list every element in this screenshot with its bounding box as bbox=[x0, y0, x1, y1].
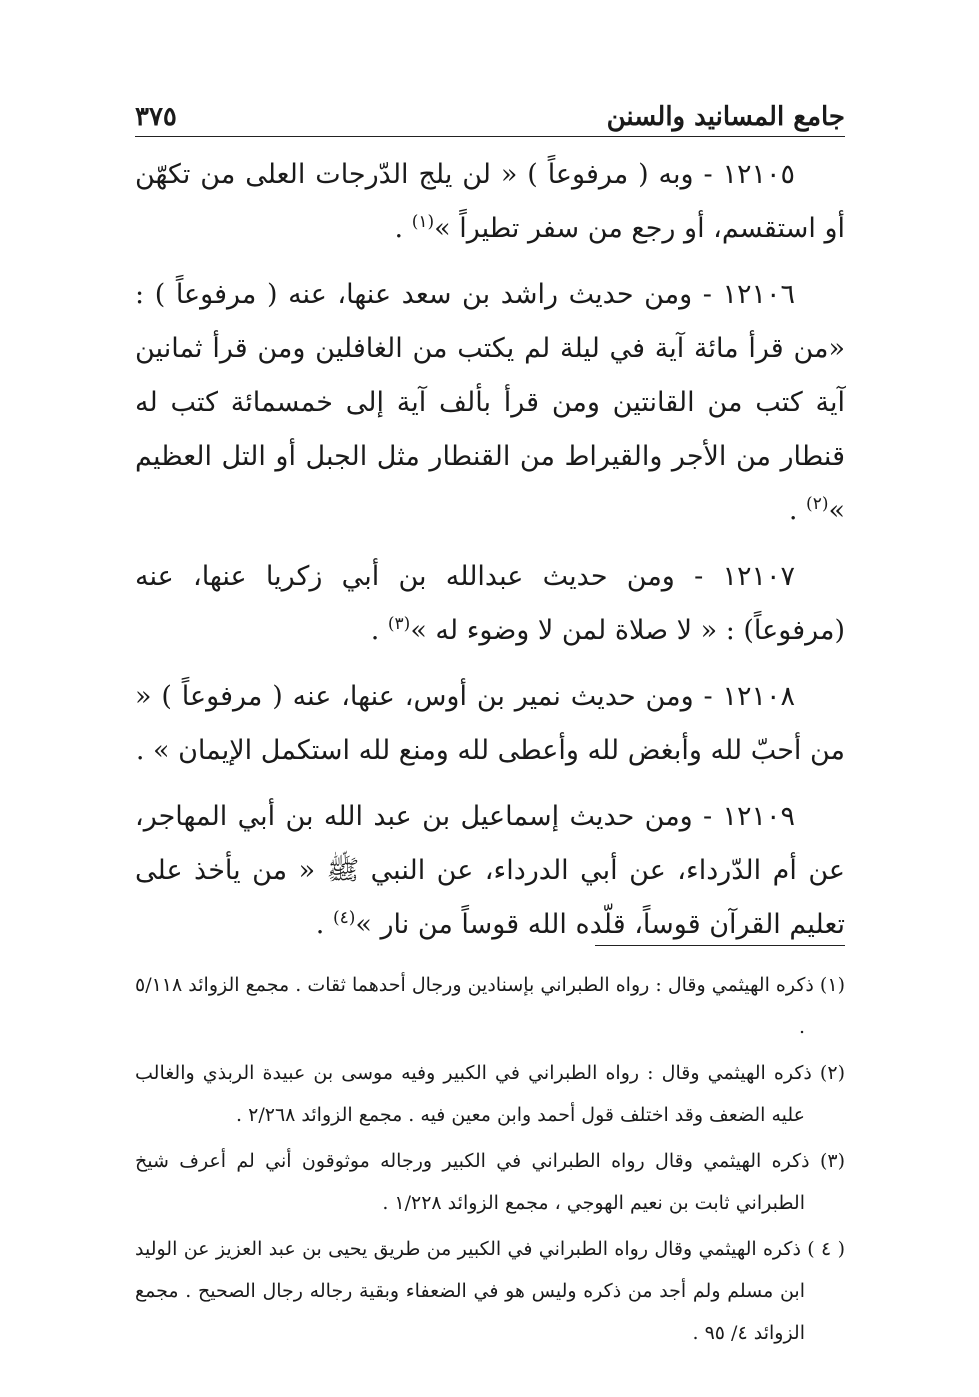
hadith-text: ١٢١٠٥ - وبه ( مرفوعاً ) « لن يلج الدّرجات العلى من تكهّن أو استقسم، أو رجع من سفر تطيراً » bbox=[135, 159, 845, 244]
hadith-entry bbox=[135, 268, 845, 538]
hadith-entry bbox=[135, 790, 845, 952]
running-title: جامع المسانيد والسنن bbox=[606, 102, 845, 132]
hadith-entry bbox=[135, 550, 845, 658]
header-divider bbox=[135, 136, 845, 137]
hadith-end: . bbox=[788, 495, 807, 526]
footnote: (١) ذكره الهيثمي وقال : رواه الطبراني بإسنادين ورجال أحدهما ثقات . مجمع الزوائد ٥/١١٨ . bbox=[135, 974, 845, 1038]
footnote-ref: (٤) bbox=[332, 908, 356, 928]
footnote-divider bbox=[595, 945, 845, 946]
page-header bbox=[135, 86, 845, 132]
main-text bbox=[135, 148, 845, 964]
footnote-ref: (٢) bbox=[806, 494, 829, 514]
footnote-ref: (١) bbox=[411, 212, 435, 232]
hadith-end: . bbox=[370, 615, 388, 646]
hadith-text: ١٢١٠٩ - ومن حديث إسماعيل بن عبد الله بن أبي المهاجر، عن أم الدّرداء، عن أبي الدرداء، عن النبي ﷺ « من يأخذ على تعليم القرآن قوساً، قلّده الله قوساً من نار » bbox=[135, 801, 845, 940]
hadith-end: . bbox=[315, 909, 333, 940]
footnote: (٣) ذكره الهيثمي وقال رواه الطبراني في الكبير ورجاله موثوقون أني لم أعرف شيخ الطبراني ثابت بن نعيم الهوجي ، مجمع الزوائد ١/٢٢٨ . bbox=[135, 1150, 845, 1214]
hadith-entry bbox=[135, 148, 845, 256]
hadith-text: ١٢١٠٨ - ومن حديث نمير بن أوس، عنها، عنه ( مرفوعاً ) « من أحبّ لله وأبغض لله وأعطى لله ومنع لله استكمل الإيمان » . bbox=[135, 681, 845, 766]
hadith-entry bbox=[135, 670, 845, 778]
footnote: ( ٤ ) ذكره الهيثمي وقال رواه الطبراني في الكبير من طريق يحيى بن عبد العزيز عن الوليد ابن مسلم ولم أجد من ذكره وليس هو في الضعفاء وبقية رجاله رجال الصحيح . مجمع الزوائد ٤/ ٩٥ . bbox=[135, 1238, 846, 1344]
footnotes bbox=[135, 964, 845, 1358]
hadith-text: ١٢١٠٧ - ومن حديث عبدالله بن أبي زكريا عنها، عنه (مرفوعاً) : « لا صلاة لمن لا وضوء له » bbox=[135, 561, 845, 646]
hadith-end: . bbox=[394, 213, 412, 244]
footnote: (٢) ذكره الهيثمي وقال : رواه الطبراني في الكبير وفيه موسى بن عبيدة الربذي والغالب عليه الضعف وقد اختلف قول أحمد وابن معين فيه . مجمع الزوائد ٢/٢٦٨ . bbox=[135, 1062, 845, 1126]
footnote-ref: (٣) bbox=[387, 614, 411, 634]
hadith-text: ١٢١٠٦ - ومن حديث راشد بن سعد عنها، عنه ( مرفوعاً ) : «من قرأ مائة آية في ليلة لم يكتب من الغافلين ومن قرأ ثمانين آية كتب من القانتين ومن قرأ بألف آية إلى خمسمائة كتب له قنطار من الأجر والقيراط من القنطار مثل الجبل أو التل العظيم » bbox=[135, 279, 845, 526]
page-number: ٣٧٥ bbox=[135, 102, 177, 132]
